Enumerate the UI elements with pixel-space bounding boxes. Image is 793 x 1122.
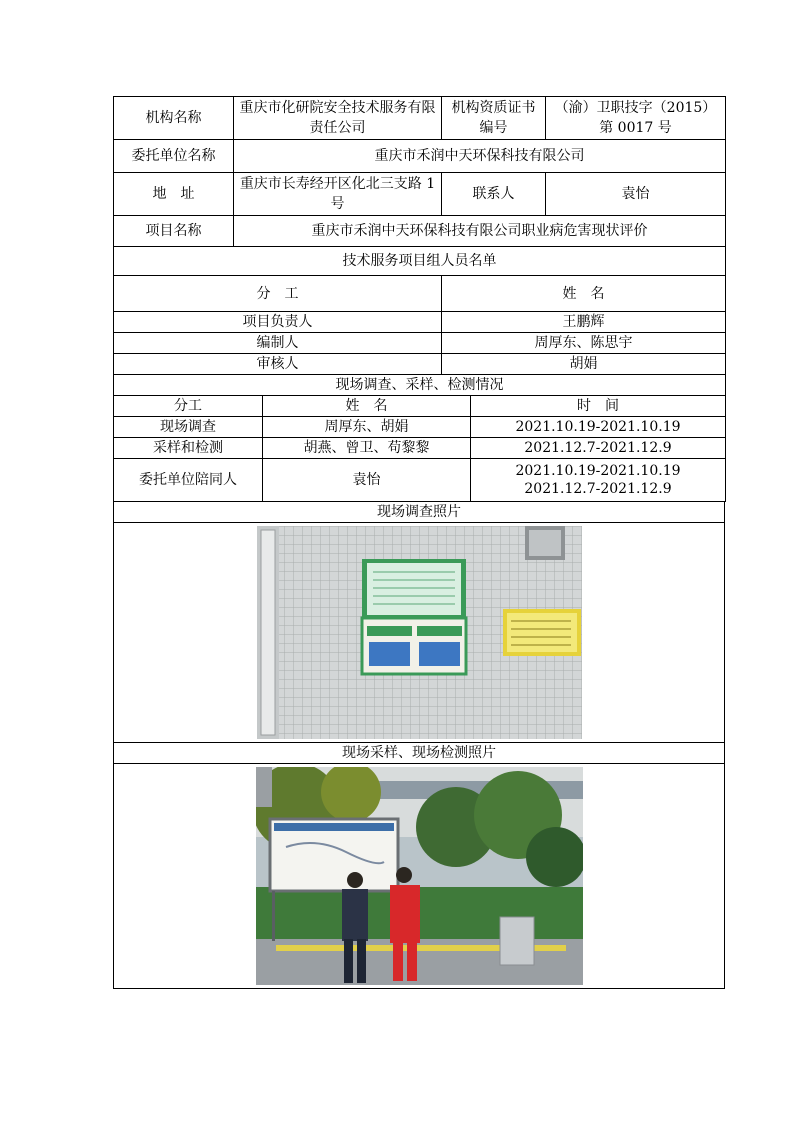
survey-col-name: 姓 名: [263, 396, 471, 417]
survey-col-role: 分工: [114, 396, 263, 417]
team-row-role: 审核人: [114, 354, 442, 375]
survey-col-time: 时 间: [471, 396, 726, 417]
photo-table: [113, 501, 725, 989]
team-row-name: 周厚东、陈思宇: [442, 333, 726, 354]
project-value: 重庆市禾润中天环保科技有限公司职业病危害现状评价: [234, 216, 726, 247]
survey-title: 现场调查、采样、检测情况: [114, 375, 726, 396]
survey-row-time: 2021.10.19-2021.10.19: [471, 417, 726, 438]
survey-row-role: 现场调查: [114, 417, 263, 438]
contact-label: 联系人: [442, 173, 546, 216]
cert-value: （渝）卫职技字（2015）第 0017 号: [546, 97, 726, 140]
sampling-photo-title: 现场采样、现场检测照片: [114, 743, 725, 764]
survey-row-time: 2021.12.7-2021.12.9: [471, 438, 726, 459]
survey-row-role: 委托单位陪同人: [114, 459, 263, 502]
survey-row-role: 采样和检测: [114, 438, 263, 459]
report-page: [113, 96, 725, 989]
team-row-name: 胡娟: [442, 354, 726, 375]
team-row-role: 项目负责人: [114, 312, 442, 333]
team-col-name: 姓 名: [442, 276, 726, 312]
sampling-photo: [256, 767, 583, 985]
survey-row-time-line: 2021.10.19-2021.10.19: [515, 463, 681, 479]
team-row-name: 王鹏辉: [442, 312, 726, 333]
team-col-role: 分 工: [114, 276, 442, 312]
survey-photo-cell: [114, 523, 725, 743]
org-value: 重庆市化研院安全技术服务有限责任公司: [234, 97, 442, 140]
contact-value: 袁怡: [546, 173, 726, 216]
address-label: 地 址: [114, 173, 234, 216]
sampling-photo-cell: [114, 764, 725, 989]
survey-row-name: 周厚东、胡娟: [263, 417, 471, 438]
survey-row-name: 袁怡: [263, 459, 471, 502]
team-row-role: 编制人: [114, 333, 442, 354]
info-table: [113, 96, 726, 276]
client-label: 委托单位名称: [114, 140, 234, 173]
address-value: 重庆市长寿经开区化北三支路 1 号: [234, 173, 442, 216]
survey-row-time: [471, 459, 726, 502]
survey-photo: [257, 526, 582, 739]
survey-table: [113, 395, 726, 502]
project-label: 项目名称: [114, 216, 234, 247]
team-title: 技术服务项目组人员名单: [114, 247, 726, 276]
team-table: [113, 275, 726, 396]
survey-row-name: 胡燕、曾卫、苟黎黎: [263, 438, 471, 459]
cert-label: 机构资质证书编号: [442, 97, 546, 140]
survey-photo-title: 现场调查照片: [114, 502, 725, 523]
client-value: 重庆市禾润中天环保科技有限公司: [234, 140, 726, 173]
org-label: 机构名称: [114, 97, 234, 140]
survey-row-time-line: 2021.12.7-2021.12.9: [524, 481, 672, 497]
